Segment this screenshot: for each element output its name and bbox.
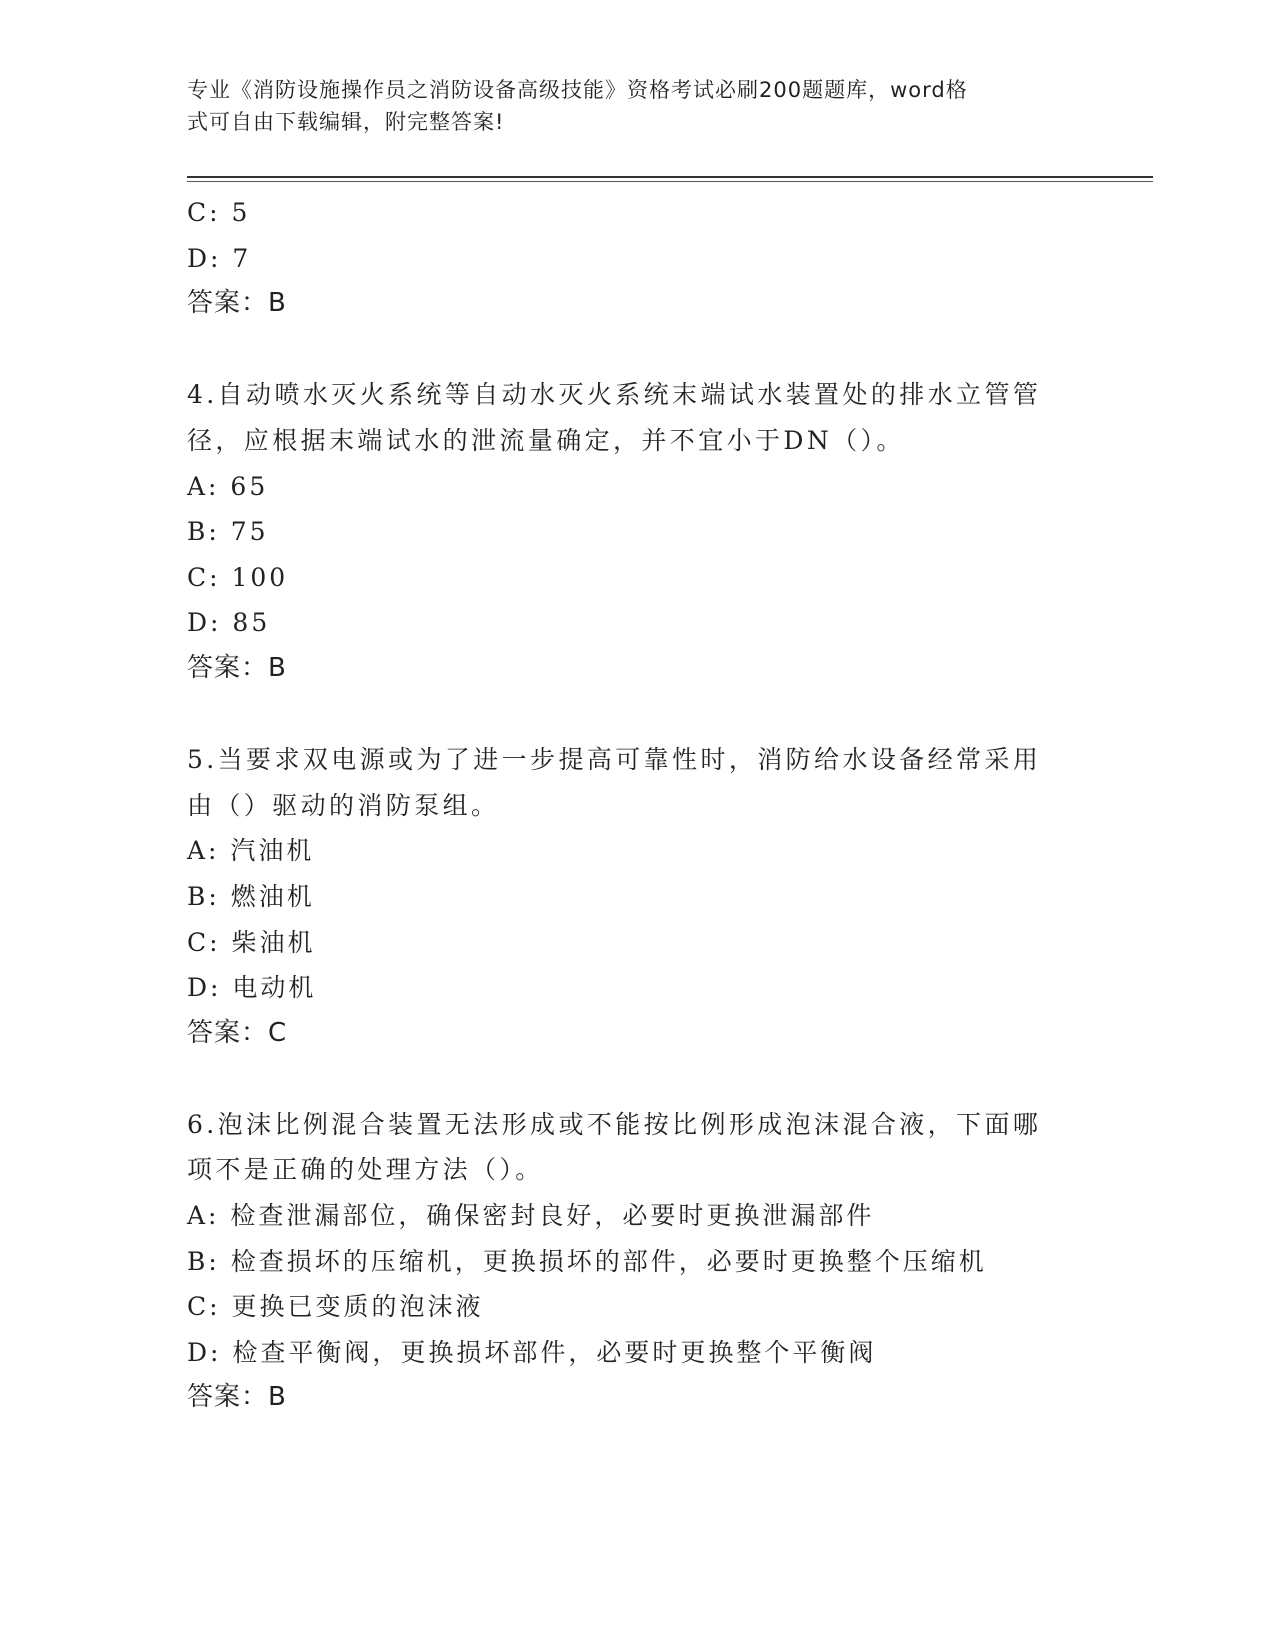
spacer [187,692,1067,738]
header-line-2: 式可自由下载编辑，附完整答案! [187,110,505,134]
option-c: C: 100 [187,562,289,592]
question-stem-line: 由（）驱动的消防泵组。 [187,790,500,820]
header-divider-thin [187,181,1153,182]
answer-label: 答案：C [187,1017,288,1048]
option-a: A: 65 [187,471,269,501]
spacer [187,327,1067,373]
question-stem-line: 5.当要求双电源或为了进一步提高可靠性时，消防给水设备经常采用 [187,745,1042,775]
answer-label: 答案：B [187,652,287,683]
option-b: B: 燃油机 [187,881,315,911]
option-d: D: 检查平衡阀，更换损坏部件，必要时更换整个平衡阀 [187,1337,877,1367]
answer-label: 答案：B [187,288,287,319]
page-header [187,74,1077,138]
question-6 [187,1102,1067,1421]
question-stem-line: 径，应根据末端试水的泄流量确定，并不宜小于DN（）。 [187,425,905,455]
question-stem-line: 4.自动喷水灭火系统等自动水灭火系统末端试水装置处的排水立管管 [187,380,1042,410]
option-a: A: 汽油机 [187,836,315,866]
option-c: C: 5 [187,198,251,227]
spacer [187,1056,1067,1102]
header-divider-thick [187,176,1153,178]
header-line-1: 专业《消防设施操作员之消防设备高级技能》资格考试必刷200题题库，word格 [187,78,968,102]
question-5 [187,737,1067,1056]
option-b: B: 检查损坏的压缩机，更换损坏的部件，必要时更换整个压缩机 [187,1246,987,1276]
option-d: D: 7 [187,243,252,273]
option-d: D: 85 [187,608,271,638]
answer-label: 答案：B [187,1382,287,1413]
option-c: C: 更换已变质的泡沫液 [187,1292,484,1322]
question-stem-line: 项不是正确的处理方法（）。 [187,1155,544,1185]
option-c: C: 柴油机 [187,927,316,957]
option-b: B: 75 [187,517,269,547]
question-3 [187,190,1067,327]
option-a: A: 检查泄漏部位，确保密封良好，必要时更换泄漏部件 [187,1201,875,1231]
option-d: D: 电动机 [187,973,317,1003]
question-stem-line: 6.泡沫比例混合装置无法形成或不能按比例形成泡沫混合液，下面哪 [187,1109,1042,1139]
question-4 [187,372,1067,691]
question-list [187,190,1067,1421]
